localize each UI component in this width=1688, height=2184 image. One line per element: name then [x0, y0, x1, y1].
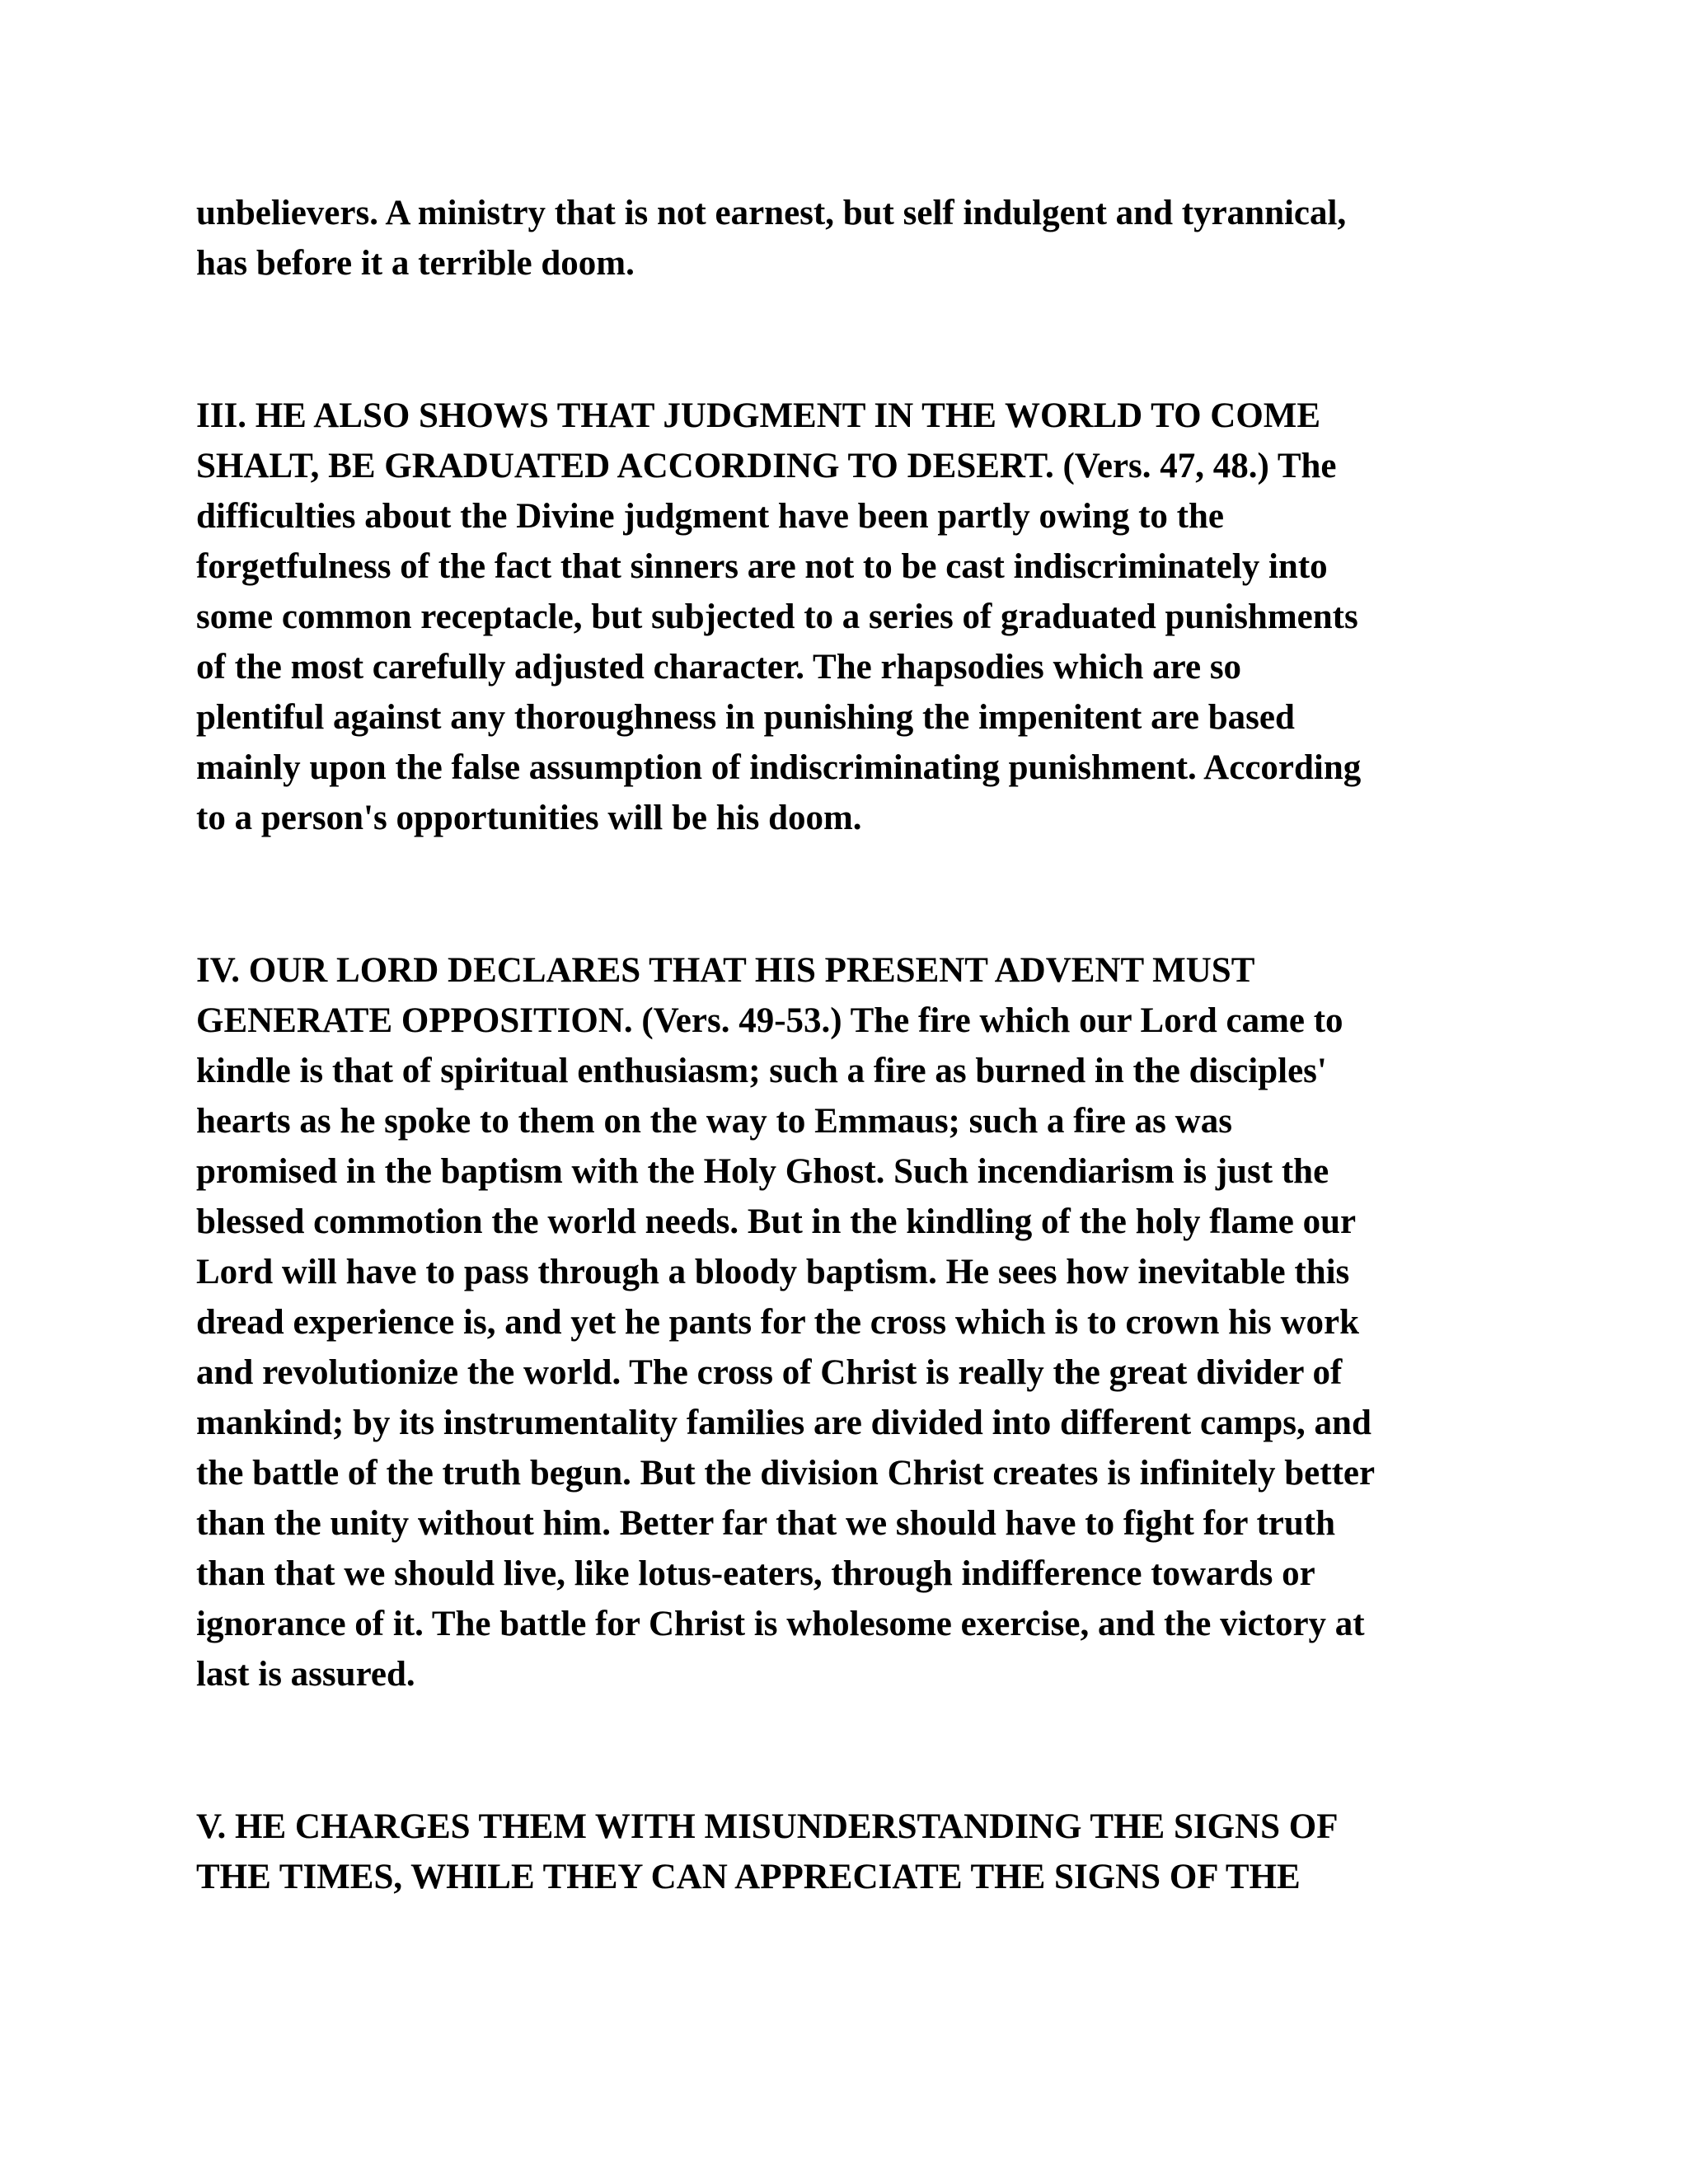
text-line: some common receptacle, but subjected to a series of graduated punishments	[196, 598, 1358, 636]
paragraph-section-iii	[196, 391, 1498, 843]
text-line: kindle is that of spiritual enthusiasm; such a fire as burned in the disciples'	[196, 1052, 1327, 1090]
text-line: SHALT, BE GRADUATED ACCORDING TO DESERT. (Vers. 47, 48.) The	[196, 447, 1337, 485]
text-line: and revolutionize the world. The cross of Christ is really the great divider of	[196, 1353, 1343, 1392]
text-line: blessed commotion the world needs. But in the kindling of the holy flame our	[196, 1202, 1357, 1241]
text-line: ignorance of it. The battle for Christ is wholesome exercise, and the victory at	[196, 1605, 1365, 1643]
paragraph-gap	[196, 1699, 1498, 1802]
text-line: THE TIMES, WHILE THEY CAN APPRECIATE THE SIGNS OF THE	[196, 1858, 1301, 1896]
text-line: of the most carefully adjusted character. The rhapsodies which are so	[196, 648, 1242, 687]
paragraph-gap	[196, 843, 1498, 945]
text-line: unbelievers. A ministry that is not earnest, but self indulgent and tyrannical,	[196, 194, 1347, 232]
text-line: V. HE CHARGES THEM WITH MISUNDERSTANDING THE SIGNS OF	[196, 1807, 1339, 1846]
text-line: has before it a terrible doom.	[196, 244, 635, 283]
text-line: promised in the baptism with the Holy Ghost. Such incendiarism is just the	[196, 1152, 1329, 1191]
text-line: the battle of the truth begun. But the division Christ creates is infinitely better	[196, 1454, 1376, 1493]
text-line: forgetfulness of the fact that sinners are not to be cast indiscriminately into	[196, 547, 1328, 586]
paragraph-ministry-doom	[196, 188, 1498, 288]
text-line: last is assured.	[196, 1655, 415, 1694]
text-line: plentiful against any thoroughness in punishing the impenitent are based	[196, 698, 1295, 737]
text-line: than that we should live, like lotus-eaters, through indifference towards or	[196, 1554, 1315, 1593]
text-line: GENERATE OPPOSITION. (Vers. 49-53.) The fire which our Lord came to	[196, 1001, 1343, 1040]
text-line: difficulties about the Divine judgment have been partly owing to the	[196, 497, 1224, 536]
text-line: IV. OUR LORD DECLARES THAT HIS PRESENT ADVENT MUST	[196, 951, 1255, 990]
text-line: mankind; by its instrumentality families are divided into different camps, and	[196, 1404, 1372, 1442]
text-line: dread experience is, and yet he pants for the cross which is to crown his work	[196, 1303, 1360, 1342]
text-line: Lord will have to pass through a bloody baptism. He sees how inevitable this	[196, 1253, 1350, 1291]
text-line: hearts as he spoke to them on the way to Emmaus; such a fire as was	[196, 1102, 1232, 1141]
paragraph-gap	[196, 288, 1498, 391]
paragraph-section-iv	[196, 945, 1498, 1699]
document-page	[196, 188, 1498, 1902]
text-line: to a person's opportunities will be his doom.	[196, 799, 862, 837]
text-line: mainly upon the false assumption of indiscriminating punishment. According	[196, 748, 1362, 787]
paragraph-section-v	[196, 1802, 1498, 1902]
text-line: III. HE ALSO SHOWS THAT JUDGMENT IN THE WORLD TO COME	[196, 396, 1321, 435]
text-line: than the unity without him. Better far that we should have to fight for truth	[196, 1504, 1336, 1543]
